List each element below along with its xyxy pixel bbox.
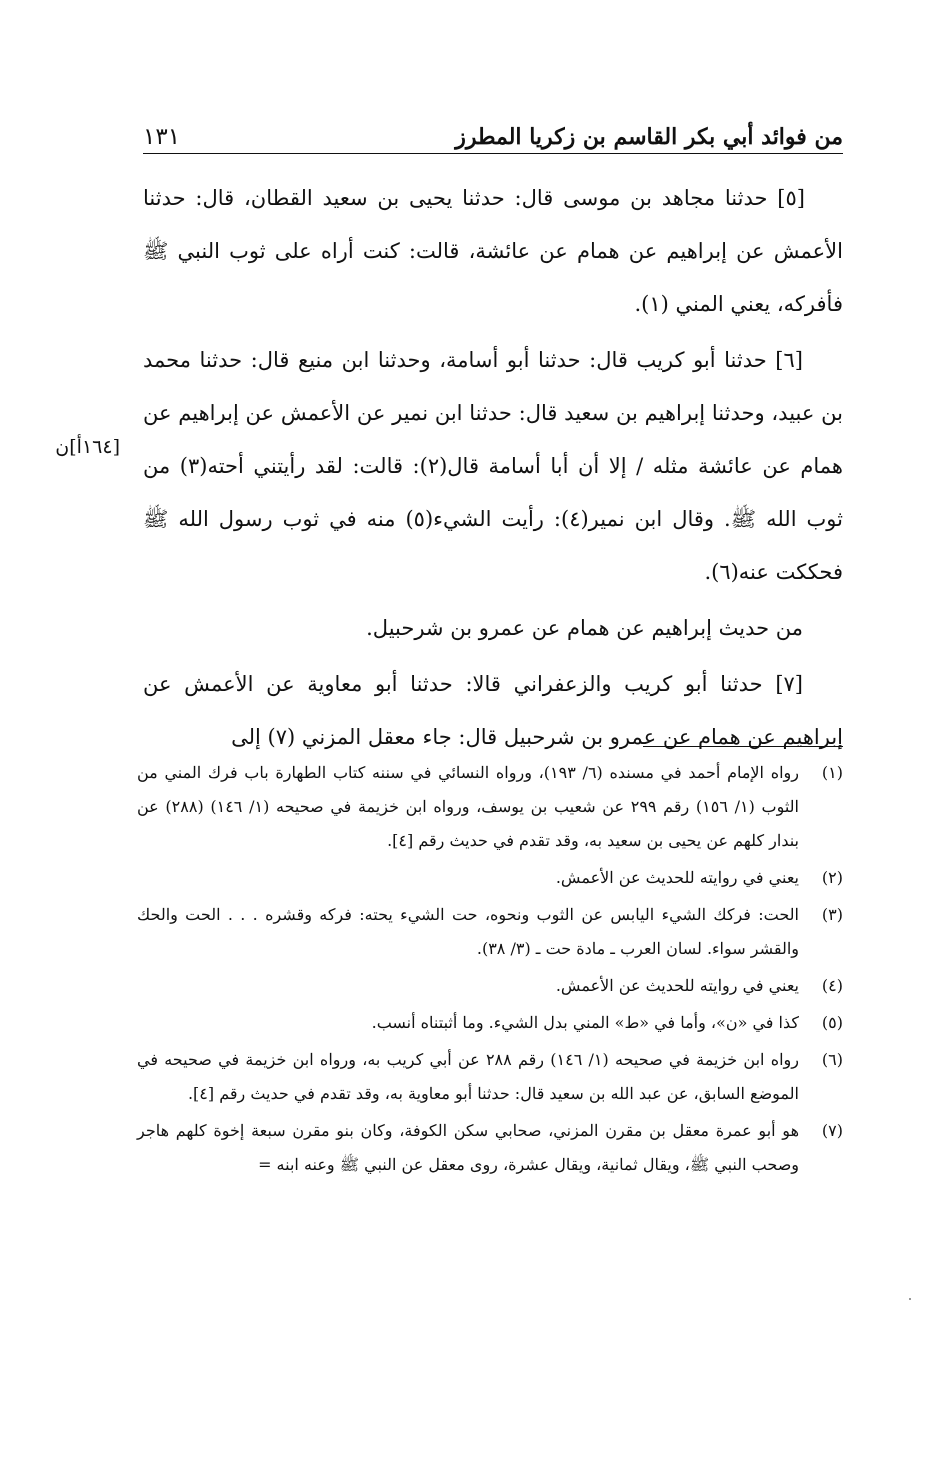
footnote-text: رواه الإمام أحمد في مسنده (٦/ ١٩٣)، ورواه النسائي في سننه كتاب الطهارة باب فرك المني من الثوب (١/ ١٥٦) رقم ٢٩٩ عن شعيب بن يوسف، ورواه ابن خزيمة في صحيحه (١/ ١٤٦) (٢٨٨) عن بندار كلهم عن يحيى بن سعيد به، وقد تقدم في حديث رقم [٤]. [137, 763, 799, 850]
footnote-3 [137, 898, 843, 966]
main-text [143, 172, 843, 767]
footnote-number: (٣) [821, 905, 843, 924]
footnote-1 [137, 756, 843, 858]
header-rule [143, 153, 843, 154]
paragraph-hadith-5: [٥] حدثنا مجاهد بن موسى قال: حدثنا يحيى بن سعيد القطان، قال: حدثنا الأعمش عن إبراهيم عن همام عن عائشة، قالت: كنت أراه على ثوب النبي ﷺ فأفركه، يعني المني (١). [143, 186, 843, 316]
running-title: من فوائد أبي بكر القاسم بن زكريا المطرز [455, 124, 843, 150]
footnote-text: يعني في روايته للحديث عن الأعمش. [555, 868, 799, 887]
paragraph-section-heading: من حديث إبراهيم عن همام عن عمرو بن شرحبيل. [366, 616, 803, 640]
footnote-7 [137, 1114, 843, 1182]
footnote-number: (٤) [821, 976, 843, 995]
scan-speck [909, 1298, 911, 1300]
footnote-number: (٧) [821, 1121, 843, 1140]
footnotes [137, 756, 843, 1185]
footnote-2 [137, 861, 843, 895]
page-number: ١٣١ [143, 124, 181, 150]
footnote-text: الحت: فركك الشيء اليابس عن الثوب ونحوه، حت الشيء يحته: فركه وقشره . . . الحت والحك والقشر سواء. لسان العرب ـ مادة حت ـ (٣/ ٣٨). [137, 905, 799, 958]
footnote-text: يعني في روايته للحديث عن الأعمش. [555, 976, 799, 995]
footnote-number: (٥) [821, 1013, 843, 1032]
footnote-number: (٢) [821, 868, 843, 887]
footnote-5 [137, 1006, 843, 1040]
paragraph-hadith-7: [٧] حدثنا أبو كريب والزعفراني قالا: حدثنا أبو معاوية عن الأعمش عن إبراهيم عن همام عن عمرو بن شرحبيل قال: جاء معقل المزني (٧) إلى [143, 672, 843, 749]
manuscript-folio-note: [١٦٤أ]ن [55, 436, 120, 458]
footnote-text: هو أبو عمرة معقل بن مقرن المزني، صحابي سكن الكوفة، وكان بنو مقرن سبعة إخوة كلهم هاجر وصحب النبي ﷺ، ويقال ثمانية، ويقال عشرة، روى معقل عن النبي ﷺ وعنه ابنه = [137, 1121, 799, 1174]
footnote-6 [137, 1043, 843, 1111]
footnote-text: كذا في «ن»، وأما في «ط» المني بدل الشيء. وما أثبتناه أنسب. [371, 1013, 799, 1032]
footnote-rule [643, 746, 843, 747]
running-header [143, 110, 843, 150]
footnote-text: رواه ابن خزيمة في صحيحه (١/ ١٤٦) رقم ٢٨٨ عن أبي كريب به، ورواه ابن خزيمة في صحيحه في الموضع السابق، عن عبد الله بن سعيد قال: حدثنا أبو معاوية به، وقد تقدم في حديث رقم [٤]. [137, 1050, 799, 1103]
paragraph-hadith-6: [٦] حدثنا أبو كريب قال: حدثنا أبو أسامة، وحدثنا ابن منيع قال: حدثنا محمد بن عبيد، وحدثنا إبراهيم بن سعيد قال: حدثنا ابن نمير عن الأعمش عن إبراهيم عن همام عن عائشة مثله / إلا أن أبا أسامة قال(٢): قالت: لقد رأيتني أحته(٣) من ثوب الله ﷺ. وقال ابن نمير(٤): رأيت الشيء(٥) منه في ثوب رسول الله ﷺ فحككت عنه(٦). [143, 348, 843, 584]
footnote-4 [137, 969, 843, 1003]
footnote-number: (١) [821, 763, 843, 782]
footnote-number: (٦) [821, 1050, 843, 1069]
